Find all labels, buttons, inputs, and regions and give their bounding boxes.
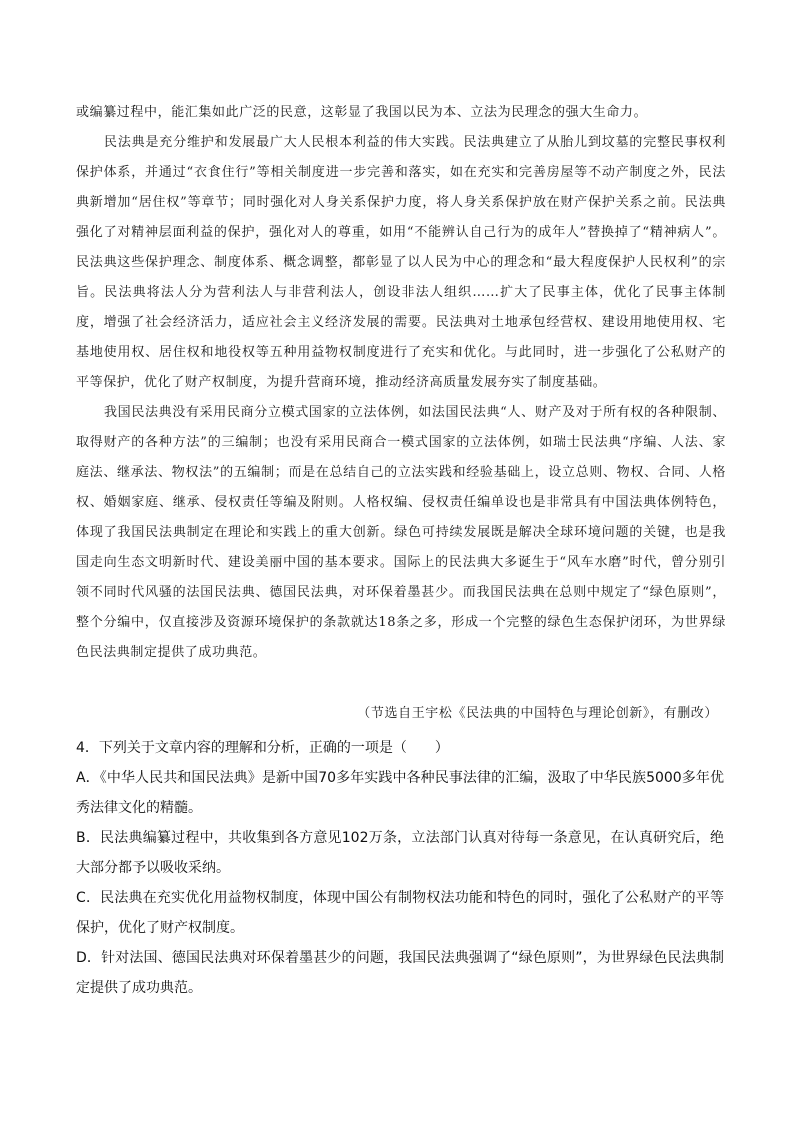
question-stem: 4．下列关于文章内容的理解和分析，正确的一项是（ ） bbox=[76, 740, 449, 756]
passage-text bbox=[76, 98, 726, 668]
option-a: A．《中华人民共和国民法典》是新中国70多年实践中各种民事法律的汇编，汲取了中华民族5000多年优秀法律文化的精髓。 bbox=[76, 770, 724, 816]
passage-source: （节选自王宇松《民法典的中国特色与理论创新》，有删改） bbox=[357, 706, 718, 721]
option-d: D．针对法国、德国民法典对环保着墨甚少的问题，我国民法典强调了“绿色原则”，为世界绿色民法典制定提供了成功典范。 bbox=[76, 950, 724, 996]
question-4 bbox=[76, 733, 724, 1003]
passage-paragraph-2: 民法典是充分维护和发展最广大人民根本利益的伟大实践。民法典建立了从胎儿到坟墓的完整民事权利保护体系，并通过“衣食住行”等相关制度进一步完善和落实，如在充实和完善房屋等不动产制度之外，民法典新增加“居住权”等章节；同时强化对人身关系保护力度，将人身关系保护放在财产保护关系之前。民法典强化了对精神层面利益的保护，强化对人的尊重，如用“不能辨认自己行为的成年人”替换掉了“精神病人”。民法典这些保护理念、制度体系、概念调整，都彰显了以人民为中心的理念和“最大程度保护人民权利”的宗旨。民法典将法人分为营利法人与非营利法人，创设非法人组织……扩大了民事主体，优化了民事主体制度，增强了社会经济活力，适应社会主义经济发展的需要。民法典对土地承包经营权、建设用地使用权、宅基地使用权、居住权和地役权等五种用益物权制度进行了充实和优化。与此同时，进一步强化了公私财产的平等保护，优化了财产权制度，为提升营商环境，推动经济高质量发展夯实了制度基础。 bbox=[76, 135, 726, 390]
option-c: C．民法典在充实优化用益物权制度，体现中国公有制物权法功能和特色的同时，强化了公私财产的平等保护，优化了财产权制度。 bbox=[76, 890, 724, 936]
option-b: B．民法典编纂过程中，共收集到各方意见102万条，立法部门认真对待每一条意见，在认真研究后，绝大部分都予以吸收采纳。 bbox=[76, 830, 724, 876]
passage-paragraph-3: 我国民法典没有采用民商分立模式国家的立法体例，如法国民法典“人、财产及对于所有权的各种限制、取得财产的各种方法”的三编制；也没有采用民商合一模式国家的立法体例，如瑞士民法典“序编、人法、家庭法、继承法、物权法”的五编制；而是在总结自己的立法实践和经验基础上，设立总则、物权、合同、人格权、婚姻家庭、继承、侵权责任等编及附则。人格权编、侵权责任编单设也是非常具有中国法典体例特色，体现了我国民法典制定在理论和实践上的重大创新。绿色可持续发展既是解决全球环境问题的关键，也是我国走向生态文明新时代、建设美丽中国的基本要求。国际上的民法典大多诞生于“风车水磨”时代，曾分别引领不同时代风骚的法国民法典、德国民法典，对环保着墨甚少。而我国民法典在总则中规定了“绿色原则”，整个分编中，仅直接涉及资源环境保护的条款就达18条之多，形成一个完整的绿色生态保护闭环，为世界绿色民法典制定提供了成功典范。 bbox=[76, 405, 726, 660]
passage-paragraph-1: 或编纂过程中，能汇集如此广泛的民意，这彰显了我国以民为本、立法为民理念的强大生命力。 bbox=[76, 105, 648, 120]
